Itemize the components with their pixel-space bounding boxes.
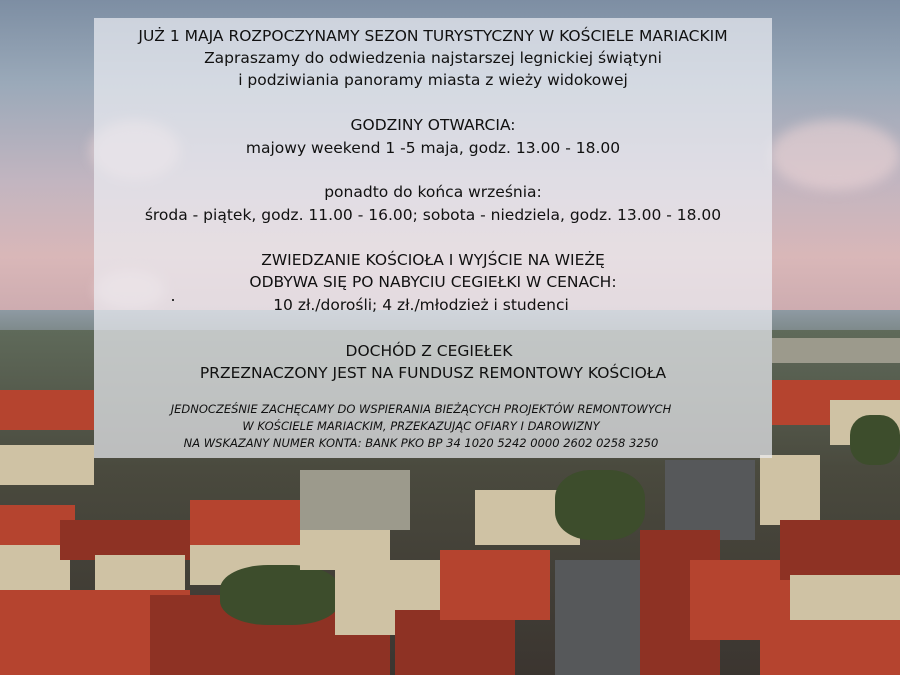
- roof: [0, 390, 94, 430]
- hours-may: majowy weekend 1 -5 maja, godz. 13.00 - 18.00: [245, 139, 621, 157]
- income-line-2: PRZEZNACZONY JEST NA FUNDUSZ REMONTOWY KOŚCIOŁA: [199, 364, 667, 382]
- roof: [60, 520, 190, 560]
- notice-panel: [94, 18, 772, 458]
- hours-title: GODZINY OTWARCIA:: [350, 116, 516, 134]
- building: [0, 445, 94, 485]
- hours-season: środa - piątek, godz. 11.00 - 16.00; sobota - niedziela, godz. 13.00 - 18.00: [144, 206, 722, 224]
- headline: JUŻ 1 MAJA ROZPOCZYNAMY SEZON TURYSTYCZNY W KOŚCIELE MARIACKIM: [138, 27, 728, 45]
- building: [300, 470, 410, 530]
- support-line-2: W KOŚCIELE MARIACKIM, PRZEKAZUJĄC OFIARY I DAROWIZNY: [242, 419, 600, 433]
- street: [665, 460, 755, 540]
- building: [760, 455, 820, 525]
- support-line-3: NA WSKAZANY NUMER KONTA: BANK PKO BP 34 1020 5242 0000 2602 0258 3250: [183, 436, 659, 450]
- visit-line-1: ZWIEDZANIE KOŚCIOŁA I WYJŚCIE NA WIEŻĘ: [261, 251, 605, 269]
- invite-line-2: i podziwiania panoramy miasta z wieży widokowej: [238, 71, 628, 89]
- support-line-1: JEDNOCZEŚNIE ZACHĘCAMY DO WSPIERANIA BIEŻĄCYCH PROJEKTÓW REMONTOWYCH: [170, 402, 672, 416]
- stray-dot: [172, 299, 174, 301]
- roof: [440, 550, 550, 620]
- prices: 10 zł./dorośli; 4 zł./młodzież i studenci: [273, 296, 569, 314]
- roof: [190, 500, 310, 550]
- trees: [220, 565, 340, 625]
- trees: [850, 415, 900, 465]
- cloud: [770, 120, 900, 190]
- roof: [780, 520, 900, 580]
- building: [772, 338, 900, 363]
- trees: [555, 470, 645, 540]
- roof: [760, 620, 900, 675]
- invite-line-1: Zapraszamy do odwiedzenia najstarszej legnickiej świątyni: [204, 49, 662, 67]
- visit-line-2: ODBYWA SIĘ PO NABYCIU CEGIEŁKI W CENACH:: [249, 273, 617, 291]
- hours-season-title: ponadto do końca września:: [324, 183, 542, 201]
- income-line-1: DOCHÓD Z CEGIEŁEK: [345, 342, 513, 360]
